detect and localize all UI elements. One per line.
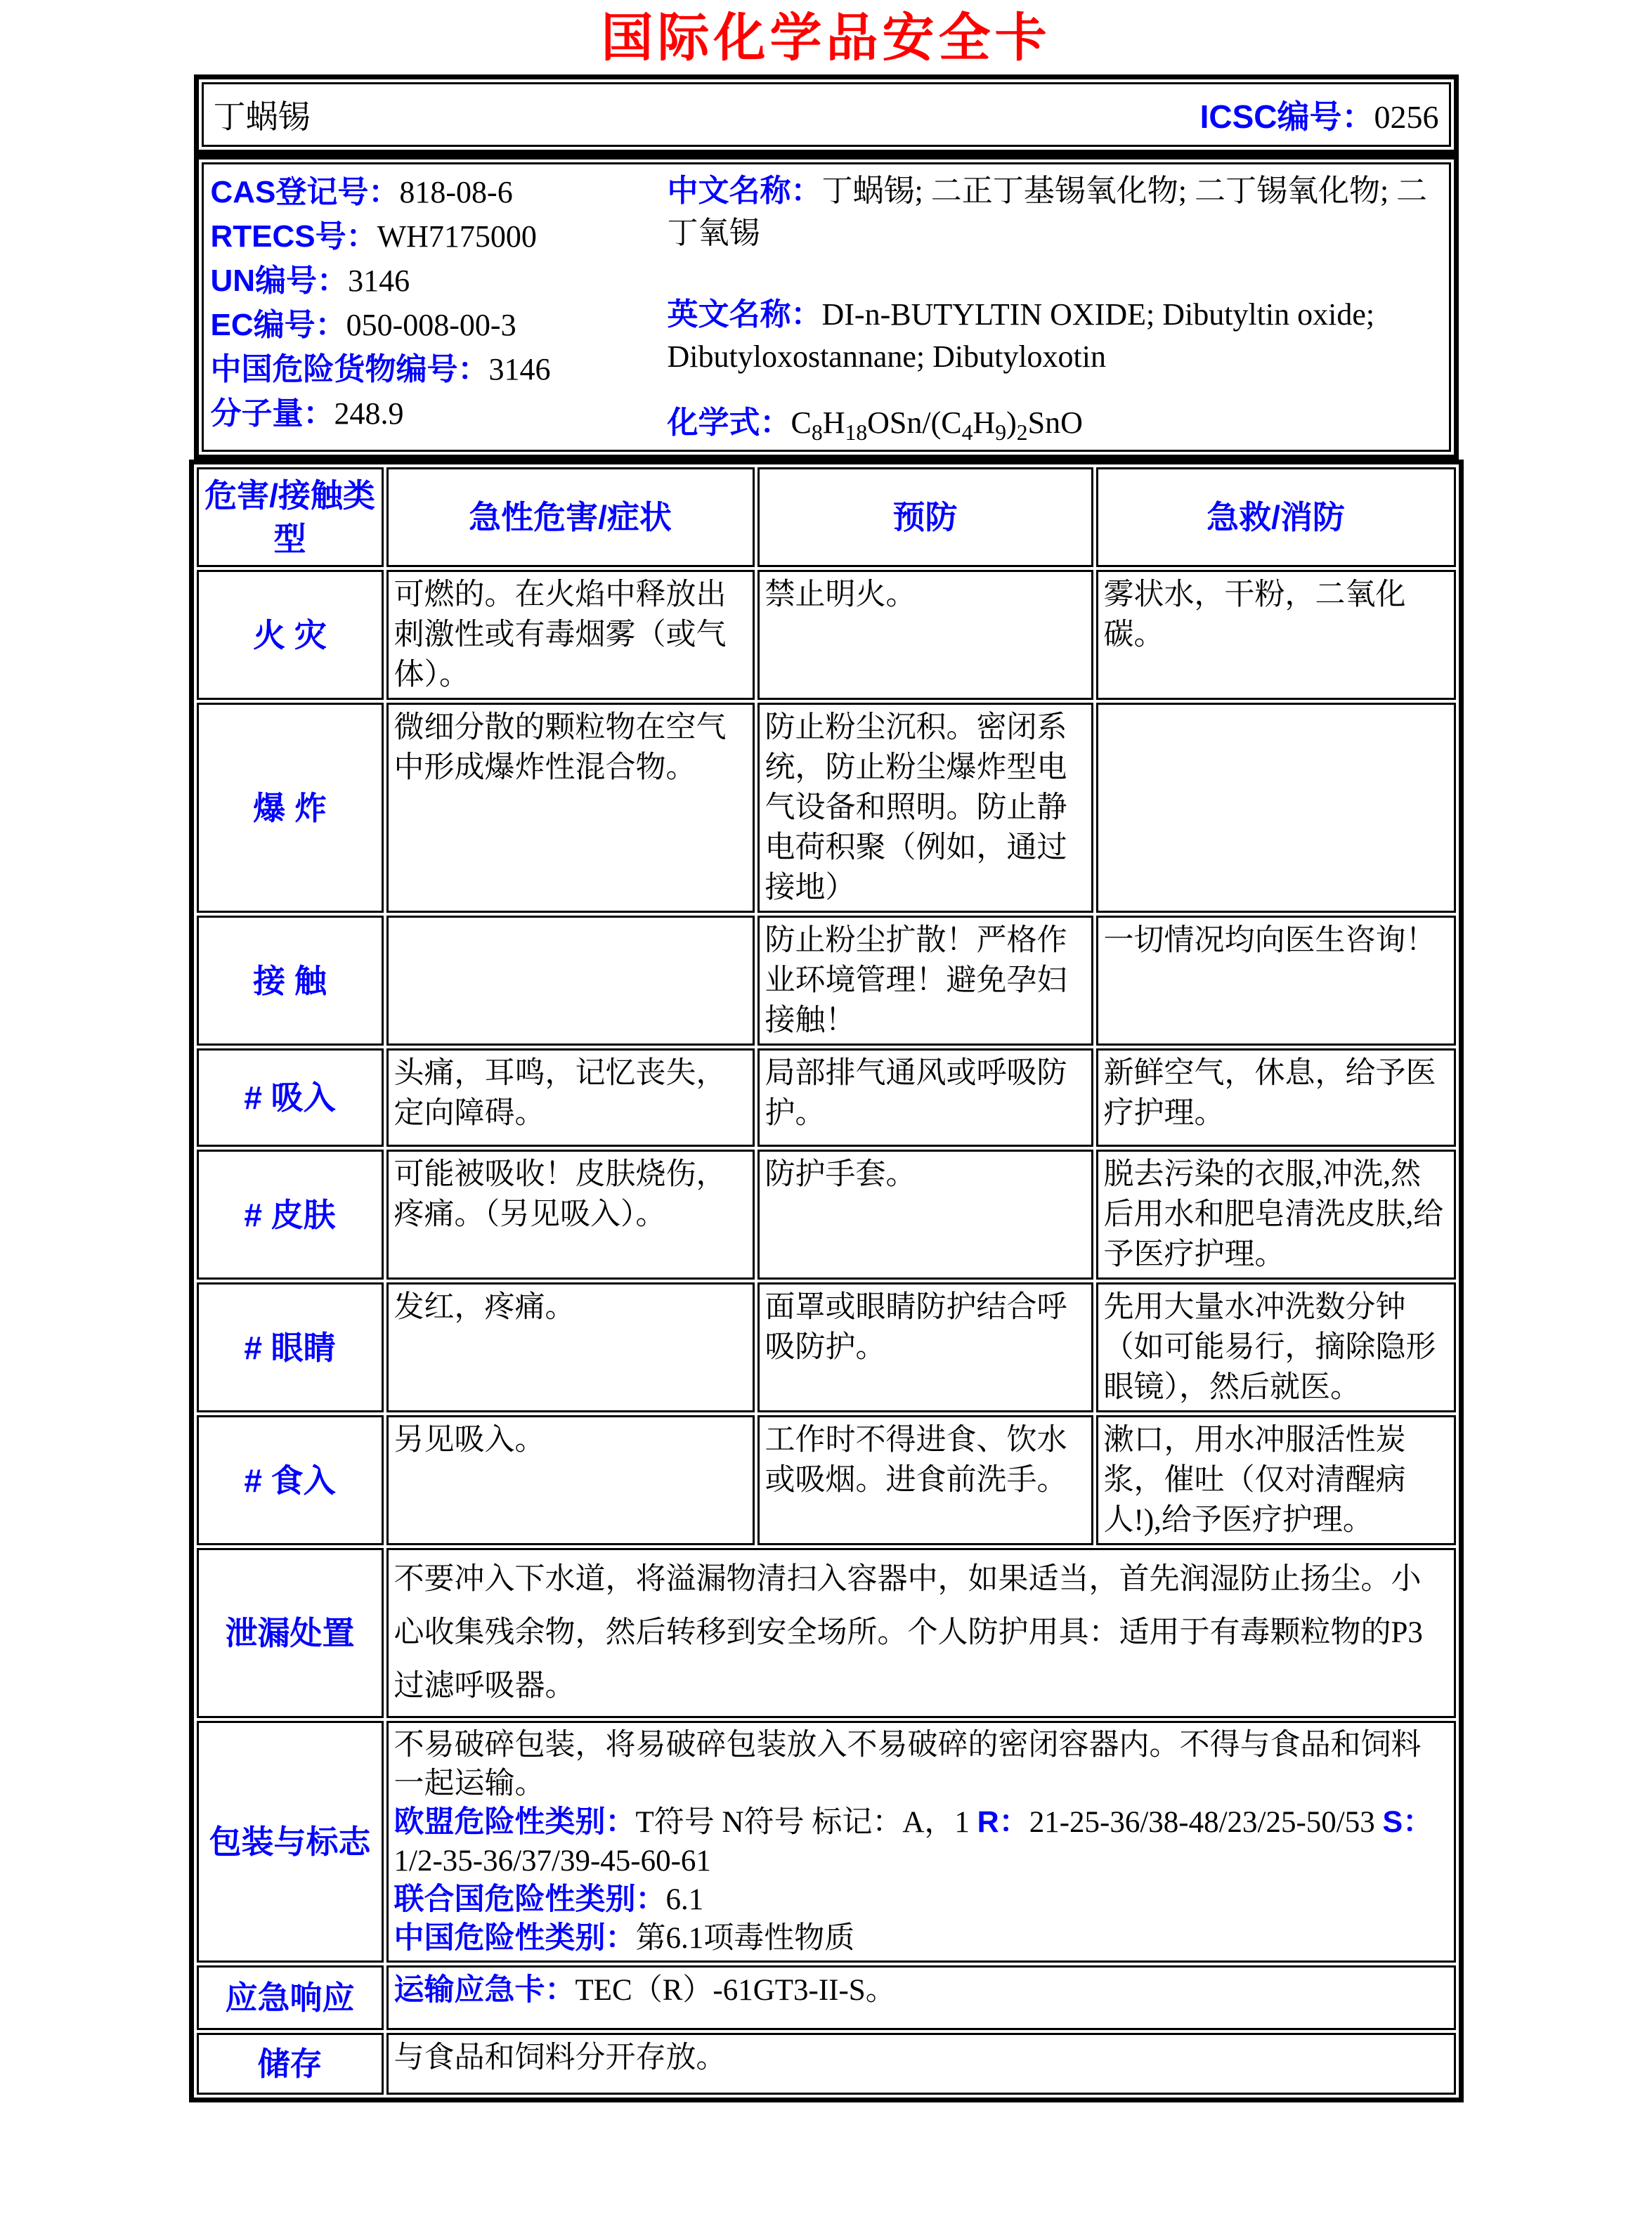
contact-first-aid: 一切情况均向医生咨询！	[1096, 916, 1456, 1046]
text-run: H	[822, 405, 845, 440]
text-run: 与食品和饲料分开存放。	[394, 2041, 727, 2074]
skin-prevention: 防护手套。	[757, 1150, 1093, 1280]
ec-value: 050-008-00-3	[346, 308, 516, 342]
text-run: 6.1	[665, 1883, 704, 1916]
name-cell	[202, 82, 1451, 147]
formula-subscript: 8	[811, 420, 823, 445]
row-label-eyes: # 眼睛	[197, 1282, 384, 1412]
packaging-labelling-content	[386, 1721, 1456, 1963]
icsc-number: 0256	[1374, 99, 1439, 135]
row-storage	[197, 2033, 1456, 2095]
identifier-molweight	[211, 391, 668, 436]
ingestion-first-aid: 漱口，用水冲服活性炭浆，催吐（仅对清醒病人!),给予医疗护理。	[1096, 1415, 1456, 1545]
name-section-table	[194, 74, 1459, 155]
identifier-row	[202, 162, 1451, 452]
name-row	[202, 82, 1451, 147]
identifier-cas	[211, 170, 668, 214]
spill-disposal-content	[386, 1548, 1456, 1718]
hazard-row-contact	[197, 916, 1456, 1046]
identifier-columns	[211, 170, 1442, 444]
fire-prevention: 禁止明火。	[757, 570, 1093, 700]
formula-subscript: 2	[1016, 420, 1028, 445]
rtecs-label: RTECS号：	[210, 219, 377, 254]
china-dg-value: 3146	[488, 352, 551, 386]
identifier-cell	[202, 162, 1451, 452]
row-emergency-response	[197, 1965, 1456, 2030]
text-run: T符号 N符号 标记：A，1	[635, 1806, 977, 1839]
formula-value	[791, 405, 1083, 445]
row-spill-disposal	[197, 1548, 1456, 1718]
formula-subscript: 9	[995, 420, 1007, 445]
english-name-line	[668, 294, 1442, 378]
chinese-name-value: 丁蜗锡; 二正丁基锡氧化物; 二丁锡氧化物; 二丁氧锡	[667, 174, 1428, 250]
un-value: 3146	[348, 264, 410, 298]
row-label-fire: 火 灾	[197, 570, 384, 700]
molweight-value: 248.9	[334, 396, 404, 431]
row-label-ingestion: # 食入	[197, 1415, 384, 1545]
hazard-row-explosion	[197, 703, 1456, 913]
text-run: 不要冲入下水道，将溢漏物清扫入容器中，如果适当，首先润湿防止扬尘。小心收集残余物，然后转移到安全场所。个人防护用具：适用于有毒颗粒物的P3过滤呼吸器。	[394, 1563, 1423, 1703]
hazard-row-skin	[197, 1150, 1456, 1280]
explosion-symptoms: 微细分散的颗粒物在空气中形成爆炸性混合物。	[386, 703, 755, 913]
identifier-list	[211, 170, 668, 444]
name-flex	[214, 91, 1439, 138]
contact-symptoms	[386, 916, 755, 1046]
hazard-header-row	[197, 467, 1456, 567]
inhalation-symptoms: 头痛，耳鸣，记忆丧失，定向障碍。	[386, 1048, 755, 1147]
row-label-skin: # 皮肤	[197, 1150, 384, 1280]
un-label: UN编号：	[210, 264, 349, 298]
hazard-row-fire	[197, 570, 1456, 700]
names-block	[668, 170, 1442, 444]
column-header-symptoms: 急性危害/症状	[386, 467, 755, 567]
hazard-row-inhalation	[197, 1048, 1456, 1147]
chinese-name-line	[668, 170, 1442, 254]
hazard-table	[189, 460, 1464, 2102]
fire-first-aid: 雾状水，干粉，二氧化碳。	[1096, 570, 1456, 700]
hazard-row-eyes	[197, 1282, 1456, 1412]
rtecs-value: WH7175000	[377, 219, 537, 254]
formula-label: 化学式：	[667, 405, 791, 440]
page-title: 国际化学品安全卡	[601, 8, 1051, 67]
text-run: OSn/(C	[867, 405, 962, 440]
english-name-value: DI-n-BUTYLTIN OXIDE; Dibutyltin oxide; Dibutyloxostannane; Dibutyloxotin	[667, 297, 1375, 374]
identifier-china-dg	[211, 347, 668, 391]
formula-subscript: 18	[845, 420, 868, 445]
row-label-emergency: 应急响应	[197, 1965, 384, 2030]
inline-field-label: R：	[977, 1805, 1029, 1839]
text-run: TEC（R）-61GT3-II-S。	[575, 1974, 896, 2007]
hazard-row-ingestion	[197, 1415, 1456, 1545]
cas-label: CAS登记号：	[210, 175, 400, 209]
text-run: )	[1006, 405, 1017, 440]
english-name-label: 英文名称：	[667, 297, 822, 332]
identifier-un	[211, 259, 668, 303]
row-label-storage: 储存	[197, 2033, 384, 2095]
text-run: SnO	[1027, 405, 1083, 440]
ec-label: EC编号：	[210, 308, 346, 342]
explosion-first-aid	[1096, 703, 1456, 913]
inline-field-label: 联合国危险性类别：	[394, 1882, 666, 1916]
storage-content	[386, 2033, 1456, 2095]
skin-symptoms: 可能被吸收！皮肤烧伤，疼痛。（另见吸入）。	[386, 1150, 755, 1280]
text-run: C	[791, 405, 812, 440]
column-header-type: 危害/接触类型	[197, 467, 384, 567]
eyes-symptoms: 发红，疼痛。	[386, 1282, 755, 1412]
substance-name: 丁蜗锡	[213, 99, 311, 135]
identifier-rtecs	[211, 214, 668, 259]
icsc-number-wrap	[1200, 91, 1439, 138]
text-run: H	[973, 405, 996, 440]
row-label-explosion: 爆 炸	[197, 703, 384, 913]
explosion-prevention: 防止粉尘沉积。密闭系统，防止粉尘爆炸型电气设备和照明。防止静电荷积聚（例如，通过接地）	[757, 703, 1093, 913]
identifier-section-table	[194, 155, 1459, 460]
row-label-spill-disposal: 泄漏处置	[197, 1548, 384, 1718]
cas-value: 818-08-6	[399, 175, 513, 209]
skin-first-aid: 脱去污染的衣服,冲洗,然后用水和肥皂清洗皮肤,给予医疗护理。	[1096, 1150, 1456, 1280]
inline-field-label: S：	[1382, 1805, 1433, 1839]
inline-field-label: 运输应急卡：	[394, 1973, 575, 2007]
icsc-label: ICSC编号：	[1199, 98, 1374, 135]
text-run: 1/2-35-36/37/39-45-60-61	[394, 1845, 711, 1878]
formula-line	[668, 402, 1442, 444]
inline-field-label: 中国危险性类别：	[394, 1921, 636, 1955]
inhalation-first-aid: 新鲜空气，休息，给予医疗护理。	[1096, 1048, 1456, 1147]
row-label-contact: 接 触	[197, 916, 384, 1046]
row-label-inhalation: # 吸入	[197, 1048, 384, 1147]
text-run: 第6.1项毒性物质	[635, 1922, 855, 1955]
china-dg-label: 中国危险货物编号：	[210, 352, 489, 386]
eyes-first-aid: 先用大量水冲洗数分钟（如可能易行，摘除隐形眼镜），然后就医。	[1096, 1282, 1456, 1412]
row-label-packaging: 包装与标志	[197, 1721, 384, 1963]
ingestion-symptoms: 另见吸入。	[386, 1415, 755, 1545]
row-packaging-labelling	[197, 1721, 1456, 1963]
column-header-prevention: 预防	[757, 467, 1093, 567]
inhalation-prevention: 局部排气通风或呼吸防护。	[757, 1048, 1093, 1147]
emergency-response-content	[386, 1965, 1456, 2030]
text-run: 21-25-36/38-48/23/25-50/53	[1029, 1806, 1383, 1839]
molweight-label: 分子量：	[210, 396, 334, 431]
contact-prevention: 防止粉尘扩散！严格作业环境管理！避免孕妇接触！	[757, 916, 1093, 1046]
chinese-name-label: 中文名称：	[667, 174, 822, 208]
ingestion-prevention: 工作时不得进食、饮水或吸烟。进食前洗手。	[757, 1415, 1093, 1545]
text-run: 不易破碎包装，将易破碎包装放入不易破碎的密闭容器内。不得与食品和饲料一起运输。	[394, 1729, 1422, 1800]
formula-subscript: 4	[961, 420, 973, 445]
inline-field-label: 欧盟危险性类别：	[394, 1805, 636, 1839]
eyes-prevention: 面罩或眼睛防护结合呼吸防护。	[757, 1282, 1093, 1412]
identifier-ec	[211, 303, 668, 347]
column-header-firstaid: 急救/消防	[1096, 467, 1456, 567]
fire-symptoms: 可燃的。在火焰中释放出刺激性或有毒烟雾（或气体）。	[386, 570, 755, 700]
